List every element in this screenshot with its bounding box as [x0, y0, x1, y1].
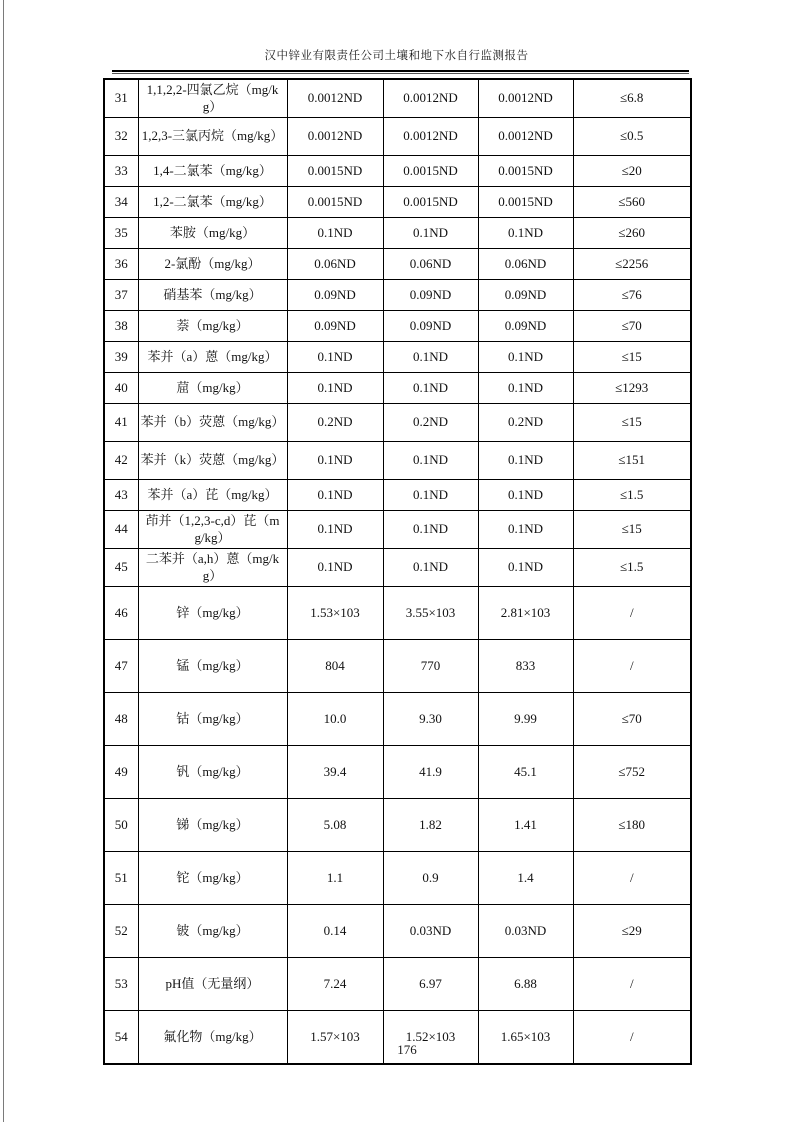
value-cell: 0.1ND [287, 549, 383, 587]
parameter-name-cell: 钒（mg/kg） [138, 746, 287, 799]
value-cell: 0.0012ND [478, 118, 573, 156]
value-cell: 41.9 [383, 746, 478, 799]
value-cell: 0.0012ND [383, 118, 478, 156]
table-row [104, 640, 691, 693]
value-cell: 0.09ND [287, 311, 383, 342]
value-cell: 0.0012ND [478, 79, 573, 118]
row-number-cell: 54 [104, 1011, 138, 1065]
page-number: 176 [397, 1042, 417, 1057]
parameter-name-cell: 锑（mg/kg） [138, 799, 287, 852]
value-cell: 2.81×103 [478, 587, 573, 640]
value-cell: 0.2ND [383, 404, 478, 442]
table-row [104, 693, 691, 746]
monitoring-results-table [103, 78, 692, 1065]
value-cell: 7.24 [287, 958, 383, 1011]
value-cell: 0.1ND [287, 442, 383, 480]
value-cell: 45.1 [478, 746, 573, 799]
value-cell: 0.09ND [383, 311, 478, 342]
parameter-name-cell: 铊（mg/kg） [138, 852, 287, 905]
row-number-cell: 43 [104, 480, 138, 511]
value-cell: 0.1ND [287, 480, 383, 511]
value-cell: 0.1ND [383, 442, 478, 480]
value-cell: 0.1ND [287, 373, 383, 404]
value-cell: 0.1ND [478, 442, 573, 480]
value-cell: 0.0012ND [287, 118, 383, 156]
table-row [104, 156, 691, 187]
value-cell: 1.65×103 [478, 1011, 573, 1065]
row-number-cell: 52 [104, 905, 138, 958]
table-row [104, 373, 691, 404]
row-number-cell: 44 [104, 511, 138, 549]
limit-cell: ≤6.8 [573, 79, 691, 118]
value-cell: 0.03ND [383, 905, 478, 958]
parameter-name-cell: 苯并（a）芘（mg/kg） [138, 480, 287, 511]
limit-cell: / [573, 587, 691, 640]
parameter-name-cell: 萘（mg/kg） [138, 311, 287, 342]
parameter-name-cell: 1,4-二氯苯（mg/kg） [138, 156, 287, 187]
parameter-name-cell: 氟化物（mg/kg） [138, 1011, 287, 1065]
parameter-name-cell: 锰（mg/kg） [138, 640, 287, 693]
table-row [104, 249, 691, 280]
value-cell: 9.30 [383, 693, 478, 746]
value-cell: 0.2ND [287, 404, 383, 442]
row-number-cell: 47 [104, 640, 138, 693]
value-cell: 0.06ND [383, 249, 478, 280]
row-number-cell: 50 [104, 799, 138, 852]
value-cell: 3.55×103 [383, 587, 478, 640]
value-cell: 0.1ND [478, 480, 573, 511]
value-cell: 0.1ND [478, 373, 573, 404]
table-row [104, 79, 691, 118]
row-number-cell: 45 [104, 549, 138, 587]
value-cell: 0.1ND [287, 218, 383, 249]
parameter-name-cell: 䓛（mg/kg） [138, 373, 287, 404]
row-number-cell: 41 [104, 404, 138, 442]
limit-cell: ≤1293 [573, 373, 691, 404]
value-cell: 770 [383, 640, 478, 693]
value-cell: 5.08 [287, 799, 383, 852]
table-row [104, 746, 691, 799]
limit-cell: ≤180 [573, 799, 691, 852]
row-number-cell: 33 [104, 156, 138, 187]
header-rule-line [112, 70, 689, 74]
limit-cell: ≤151 [573, 442, 691, 480]
limit-cell: ≤29 [573, 905, 691, 958]
row-number-cell: 42 [104, 442, 138, 480]
limit-cell: ≤1.5 [573, 549, 691, 587]
value-cell: 0.1ND [287, 342, 383, 373]
limit-cell: ≤15 [573, 511, 691, 549]
limit-cell: / [573, 958, 691, 1011]
value-cell: 0.9 [383, 852, 478, 905]
table-row [104, 404, 691, 442]
limit-cell: ≤560 [573, 187, 691, 218]
value-cell: 0.0012ND [287, 79, 383, 118]
value-cell: 0.0015ND [287, 187, 383, 218]
row-number-cell: 37 [104, 280, 138, 311]
row-number-cell: 40 [104, 373, 138, 404]
row-number-cell: 53 [104, 958, 138, 1011]
row-number-cell: 34 [104, 187, 138, 218]
value-cell: 0.1ND [383, 549, 478, 587]
parameter-name-cell: 钴（mg/kg） [138, 693, 287, 746]
limit-cell: ≤260 [573, 218, 691, 249]
value-cell: 1.57×103 [287, 1011, 383, 1065]
limit-cell: ≤752 [573, 746, 691, 799]
value-cell: 0.1ND [383, 342, 478, 373]
row-number-cell: 48 [104, 693, 138, 746]
row-number-cell: 51 [104, 852, 138, 905]
page-header-title: 汉中锌业有限责任公司土壤和地下水自行监测报告 [264, 50, 529, 62]
value-cell: 0.0015ND [383, 156, 478, 187]
page-edge-line [3, 0, 4, 1122]
value-cell: 6.88 [478, 958, 573, 1011]
value-cell: 0.0012ND [383, 79, 478, 118]
value-cell: 0.09ND [478, 311, 573, 342]
table-row [104, 549, 691, 587]
parameter-name-cell: 二苯并（a,h）蒽（mg/kg） [138, 549, 287, 587]
parameter-name-cell: 硝基苯（mg/kg） [138, 280, 287, 311]
value-cell: 0.09ND [478, 280, 573, 311]
table-row [104, 187, 691, 218]
value-cell: 1.4 [478, 852, 573, 905]
value-cell: 0.0015ND [287, 156, 383, 187]
value-cell: 0.1ND [383, 480, 478, 511]
value-cell: 833 [478, 640, 573, 693]
parameter-name-cell: 铍（mg/kg） [138, 905, 287, 958]
value-cell: 0.14 [287, 905, 383, 958]
limit-cell: ≤76 [573, 280, 691, 311]
parameter-name-cell: 苯并（k）荧蒽（mg/kg） [138, 442, 287, 480]
value-cell: 10.0 [287, 693, 383, 746]
parameter-name-cell: 苯并（a）蒽（mg/kg） [138, 342, 287, 373]
row-number-cell: 49 [104, 746, 138, 799]
table-row [104, 799, 691, 852]
limit-cell: ≤1.5 [573, 480, 691, 511]
limit-cell: / [573, 640, 691, 693]
row-number-cell: 31 [104, 79, 138, 118]
limit-cell: ≤20 [573, 156, 691, 187]
parameter-name-cell: 苯并（b）荧蒽（mg/kg） [138, 404, 287, 442]
row-number-cell: 32 [104, 118, 138, 156]
value-cell: 0.1ND [478, 218, 573, 249]
parameter-name-cell: pH值（无量纲） [138, 958, 287, 1011]
value-cell: 0.1ND [478, 342, 573, 373]
table-row [104, 511, 691, 549]
value-cell: 0.09ND [383, 280, 478, 311]
value-cell: 804 [287, 640, 383, 693]
parameter-name-cell: 苯胺（mg/kg） [138, 218, 287, 249]
row-number-cell: 36 [104, 249, 138, 280]
value-cell: 0.09ND [287, 280, 383, 311]
value-cell: 1.52×103 [383, 1011, 478, 1065]
value-cell: 39.4 [287, 746, 383, 799]
parameter-name-cell: 茚并（1,2,3-c,d）芘（mg/kg） [138, 511, 287, 549]
limit-cell: / [573, 852, 691, 905]
limit-cell: / [573, 1011, 691, 1065]
limit-cell: ≤15 [573, 342, 691, 373]
value-cell: 0.1ND [287, 511, 383, 549]
table-row [104, 958, 691, 1011]
parameter-name-cell: 1,1,2,2-四氯乙烷（mg/kg） [138, 79, 287, 118]
value-cell: 1.1 [287, 852, 383, 905]
table-row [104, 311, 691, 342]
limit-cell: ≤70 [573, 311, 691, 342]
table-row [104, 118, 691, 156]
limit-cell: ≤15 [573, 404, 691, 442]
row-number-cell: 39 [104, 342, 138, 373]
table-row [104, 280, 691, 311]
value-cell: 1.41 [478, 799, 573, 852]
value-cell: 0.0015ND [478, 187, 573, 218]
value-cell: 0.1ND [383, 511, 478, 549]
value-cell: 9.99 [478, 693, 573, 746]
value-cell: 0.06ND [287, 249, 383, 280]
value-cell: 1.82 [383, 799, 478, 852]
table-row [104, 852, 691, 905]
table-row [104, 905, 691, 958]
value-cell: 0.1ND [383, 373, 478, 404]
value-cell: 0.1ND [478, 511, 573, 549]
value-cell: 1.53×103 [287, 587, 383, 640]
value-cell: 0.1ND [383, 218, 478, 249]
value-cell: 0.2ND [478, 404, 573, 442]
limit-cell: ≤70 [573, 693, 691, 746]
table-row [104, 480, 691, 511]
row-number-cell: 38 [104, 311, 138, 342]
row-number-cell: 35 [104, 218, 138, 249]
table-row [104, 342, 691, 373]
limit-cell: ≤0.5 [573, 118, 691, 156]
table-row [104, 218, 691, 249]
value-cell: 0.0015ND [383, 187, 478, 218]
parameter-name-cell: 2-氯酚（mg/kg） [138, 249, 287, 280]
parameter-name-cell: 1,2-二氯苯（mg/kg） [138, 187, 287, 218]
row-number-cell: 46 [104, 587, 138, 640]
table-row [104, 587, 691, 640]
value-cell: 0.03ND [478, 905, 573, 958]
results-table-body [104, 79, 691, 1064]
parameter-name-cell: 锌（mg/kg） [138, 587, 287, 640]
value-cell: 6.97 [383, 958, 478, 1011]
value-cell: 0.06ND [478, 249, 573, 280]
table-row [104, 442, 691, 480]
limit-cell: ≤2256 [573, 249, 691, 280]
value-cell: 0.1ND [478, 549, 573, 587]
parameter-name-cell: 1,2,3-三氯丙烷（mg/kg） [138, 118, 287, 156]
value-cell: 0.0015ND [478, 156, 573, 187]
